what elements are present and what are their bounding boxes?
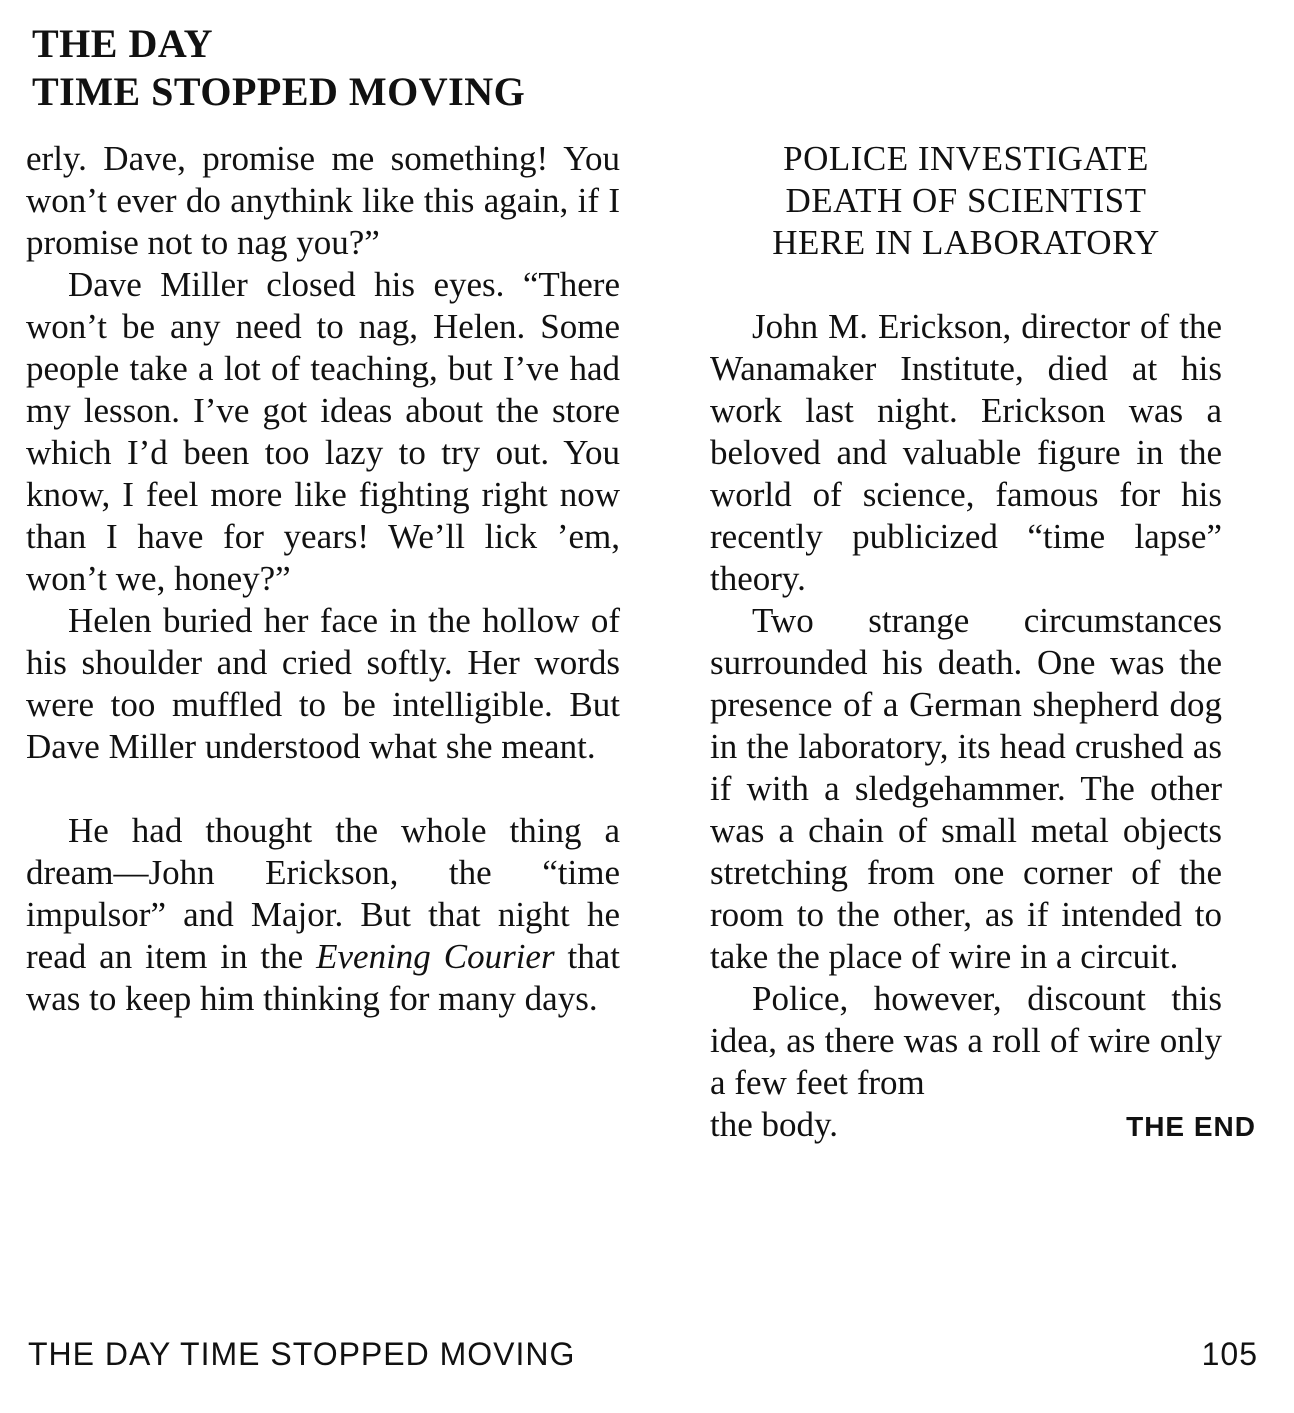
the-end-marker: THE END <box>1126 1111 1256 1142</box>
paragraph-4-text-b: that was to keep him thinking for many days. <box>26 937 620 1018</box>
news-headline-line-1: POLICE INVESTIGATE <box>783 139 1149 178</box>
paragraph-4-text-a: He had thought the whole thing a dream—John Erickson, the “time impulsor” and Major. But that night he read an item in the <box>26 811 620 976</box>
left-column <box>26 138 620 1020</box>
story-title-line-2: TIME STOPPED MOVING <box>32 69 526 114</box>
story-title-line-1: THE DAY <box>32 21 213 66</box>
right-column <box>710 138 1256 1148</box>
headline-spacer <box>710 264 1222 306</box>
closing-line <box>710 1104 1256 1148</box>
news-paragraph-3: Police, however, discount this idea, as there was a roll of wire only a few feet from <box>710 979 1222 1102</box>
running-footer-title: THE DAY TIME STOPPED MOVING <box>28 1336 576 1372</box>
news-paragraph-2: Two strange circumstances surrounded his death. One was the presence of a German shepherd dog in the laboratory, its head crushed as if with a sledgehammer. The other was a chain of small metal objects stretching from one corner of the room to the other, as if intended to take the place of wire in a circuit. <box>710 601 1222 976</box>
newspaper-name: Evening Courier <box>316 937 555 976</box>
paragraph-2: Dave Miller closed his eyes. “There won’t be any need to nag, Helen. Some people take a lot of teaching, but I’ve had my lesson. I’ve got ideas about the store which I’d been too lazy to try out. You know, I feel more like fighting right now than I have for years! We’ll lick ’em, won’t we, honey?” <box>26 265 620 598</box>
news-headline-line-2: DEATH OF SCIENTIST <box>785 181 1147 220</box>
news-headline-line-3: HERE IN LABORATORY <box>772 223 1160 262</box>
section-break <box>26 768 620 810</box>
page-number: 105 <box>1201 1336 1258 1372</box>
story-title <box>32 20 672 116</box>
news-paragraph-3-end: the body. <box>710 1105 838 1144</box>
paragraph-3: Helen buried her face in the hollow of his shoulder and cried softly. Her words were too muffled to be intelligible. But Dave Miller understood what she meant. <box>26 601 620 766</box>
paragraph-1: erly. Dave, promise me something! You won’t ever do anythink like this again, if I promise not to nag you?” <box>26 139 620 262</box>
news-paragraph-1: John M. Erickson, director of the Wanamaker Institute, died at his work last night. Erickson was a beloved and valuable figure in the world of science, famous for his recently publicized “time lapse” theory. <box>710 307 1222 598</box>
paragraph-4 <box>26 810 620 1020</box>
news-headline <box>710 138 1222 264</box>
